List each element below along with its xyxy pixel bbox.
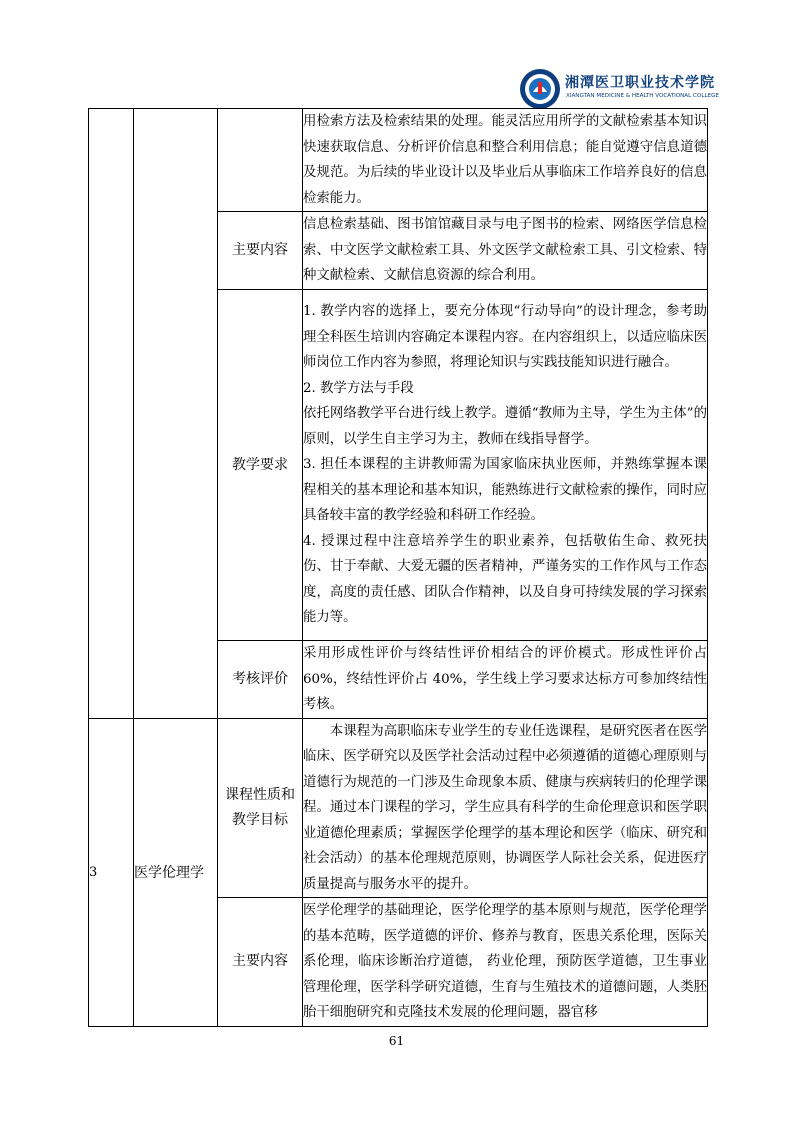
- content-text: 医学伦理学的基础理论，医学伦理学的基本原则与规范，医学伦理学的基本范畴，医学道德的评价、修养与教育，医患关系伦理，医际关系伦理，临床诊断治疗道德， 药业伦理，预防医学道德，卫生事业管理伦理，医学科学研究道德，生育与生殖技术的道德问题，人类胚胎干细胞研究和克隆技术发展的伦理问题，器官移: [303, 903, 707, 1020]
- requirement-item: 2. 教学方法与手段: [303, 380, 414, 396]
- objective-cell: [303, 718, 708, 898]
- requirements-cell: [303, 290, 708, 641]
- content-label: 主要内容: [218, 212, 303, 290]
- content-cell: [303, 898, 708, 1027]
- page-header: [519, 68, 719, 110]
- requirement-item: 依托网络教学平台进行线上教学。遵循“教师为主导，学生为主体”的原则，以学生自主学习为主，教师在线指导督学。: [303, 406, 707, 447]
- objective-cont-cell: [303, 109, 708, 212]
- college-seal-icon: [519, 68, 561, 110]
- content-cell: [303, 212, 708, 290]
- requirement-item: 1. 教学内容的选择上，要充分体现“行动导向”的设计理念，参考助理全科医生培训内容确定本课程内容。在内容组织上，以适应临床医师岗位工作内容为参照，将理论知识与实践技能知识进行融合。: [303, 304, 707, 371]
- requirement-item: 4. 授课过程中注意培养学生的职业素养，包括敬佑生命、救死扶伤、甘于奉献、大爱无疆的医者精神，严谨务实的工作作风与工作态度，高度的责任感、团队合作精神，以及自身可持续发展的学习探索能力等。: [303, 533, 707, 626]
- objective-label-line: 课程性质和: [225, 786, 295, 803]
- page-number: 61: [388, 1034, 405, 1048]
- college-name-en: XIANGTAN MEDICINE & HEALTH VOCATIONAL COLLEGE: [566, 93, 719, 99]
- objective-label-line: 教学目标: [232, 811, 288, 828]
- assessment-text: 采用形成性评价与终结性评价相结合的评价模式。形成性评价占60%，终结性评价占 40%，学生线上学习要求达标方可参加终结性考核。: [303, 646, 707, 712]
- course-name: 医学伦理学: [134, 718, 218, 1026]
- objective-label: [218, 718, 303, 898]
- table-row: [89, 718, 708, 898]
- course-table: [88, 108, 708, 1027]
- label-cell: [218, 109, 303, 212]
- assessment-cell: [303, 641, 708, 719]
- requirements-label: 教学要求: [218, 290, 303, 641]
- content-label: 主要内容: [218, 898, 303, 1027]
- objective-text: 本课程为高职临床专业学生的专业任选课程，是研究医者在医学临床、医学研究以及医学社会活动过程中必须遵循的道德心理原则与道德行为规范的一门涉及生命现象本质、健康与疾病转归的伦理学课程。通过本门课程的学习，学生应具有科学的生命伦理意识和医学职业道德伦理素质；掌握医学伦理学的基本理论和医学（临床、研究和社会活动）的基本伦理规范原则，协调医学人际社会关系，促进医疗质量提高与服务水平的提升。: [303, 723, 707, 892]
- table-row: [89, 109, 708, 212]
- course-number-cell: [89, 109, 134, 719]
- content-text: 信息检索基础、图书馆馆藏目录与电子图书的检索、网络医学信息检索、中文医学文献检索工具、外文医学文献检索工具、引文检索、特种文献检索、文献信息资源的综合利用。: [303, 217, 707, 284]
- course-name-cell: [134, 109, 218, 719]
- requirement-item: 3. 担任本课程的主讲教师需为国家临床执业医师，并熟练掌握本课程相关的基本理论和基本知识，能熟练进行文献检索的操作，同时应具备较丰富的教学经验和科研工作经验。: [303, 457, 707, 524]
- course-number: 3: [89, 718, 134, 1026]
- assessment-label: 考核评价: [218, 641, 303, 719]
- objective-cont-text: 用检索方法及检索结果的处理。能灵活应用所学的文献检索基本知识快速获取信息、分析评价信息和整合利用信息；能自觉遵守信息道德及规范。为后续的毕业设计以及毕业后从事临床工作培养良好的信息检索能力。: [303, 114, 707, 206]
- college-name-cn: 湘潭医卫职业技术学院: [565, 75, 715, 91]
